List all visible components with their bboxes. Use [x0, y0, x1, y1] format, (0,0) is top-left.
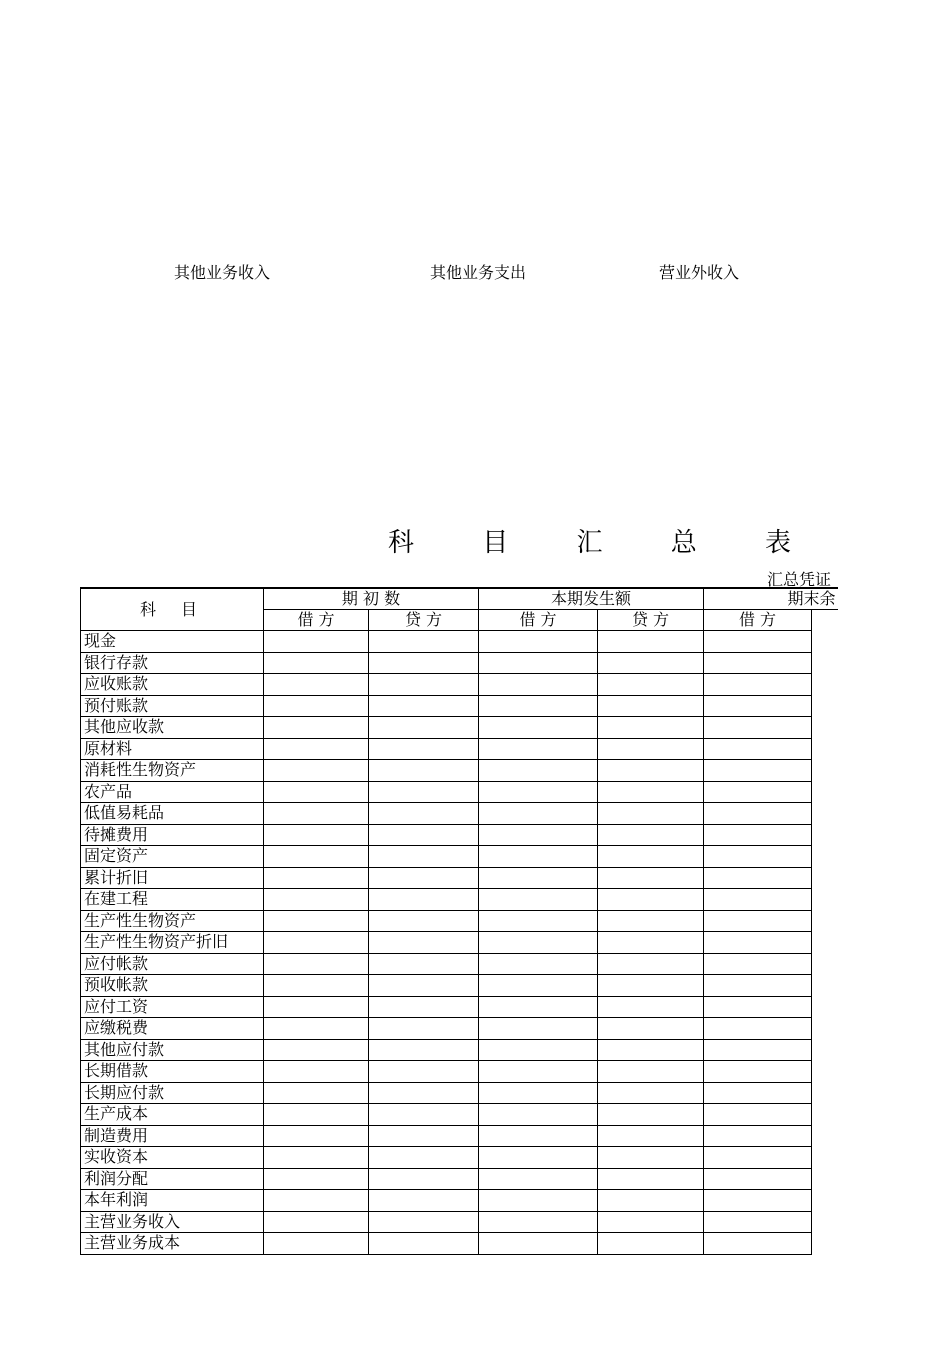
row-subject: 固定资产: [81, 846, 264, 868]
row-spacer: [812, 975, 838, 997]
current-credit-cell[interactable]: [598, 1211, 704, 1233]
opening-credit-cell[interactable]: [369, 1039, 479, 1061]
closing-debit-cell[interactable]: [704, 1061, 812, 1083]
opening-credit-cell[interactable]: [369, 1125, 479, 1147]
row-spacer: [812, 695, 838, 717]
opening-credit-cell[interactable]: [369, 846, 479, 868]
opening-credit-cell[interactable]: [369, 1082, 479, 1104]
current-credit-cell[interactable]: [598, 889, 704, 911]
current-debit-cell[interactable]: [479, 674, 598, 696]
closing-debit-cell[interactable]: [704, 1190, 812, 1212]
current-credit-cell[interactable]: [598, 953, 704, 975]
opening-credit-cell[interactable]: [369, 1147, 479, 1169]
header-opening-balance: 期 初 数: [264, 588, 479, 610]
current-credit-cell[interactable]: [598, 1018, 704, 1040]
current-credit-cell[interactable]: [598, 824, 704, 846]
opening-credit-cell[interactable]: [369, 1061, 479, 1083]
table-row: [81, 781, 838, 803]
opening-debit-cell[interactable]: [264, 695, 369, 717]
opening-credit-cell[interactable]: [369, 1104, 479, 1126]
header-closing-debit: 借 方: [704, 610, 812, 631]
opening-credit-cell[interactable]: [369, 652, 479, 674]
opening-credit-cell[interactable]: [369, 867, 479, 889]
current-debit-cell[interactable]: [479, 631, 598, 653]
row-subject: 应收账款: [81, 674, 264, 696]
table-body: [81, 631, 838, 1255]
row-spacer: [812, 932, 838, 954]
row-spacer: [812, 781, 838, 803]
opening-credit-cell[interactable]: [369, 631, 479, 653]
closing-debit-cell[interactable]: [704, 932, 812, 954]
current-credit-cell[interactable]: [598, 1147, 704, 1169]
row-subject: 本年利润: [81, 1190, 264, 1212]
table-row: [81, 803, 838, 825]
current-credit-cell[interactable]: [598, 1104, 704, 1126]
row-subject: 生产性生物资产折旧: [81, 932, 264, 954]
closing-debit-cell[interactable]: [704, 738, 812, 760]
current-debit-cell[interactable]: [479, 1125, 598, 1147]
current-debit-cell[interactable]: [479, 846, 598, 868]
header-closing-balance: 期末余: [704, 588, 838, 610]
opening-credit-cell[interactable]: [369, 738, 479, 760]
closing-debit-cell[interactable]: [704, 631, 812, 653]
header-opening-debit: 借 方: [264, 610, 369, 631]
current-credit-cell[interactable]: [598, 1125, 704, 1147]
closing-debit-cell[interactable]: [704, 1125, 812, 1147]
table-row: [81, 738, 838, 760]
current-debit-cell[interactable]: [479, 717, 598, 739]
current-debit-cell[interactable]: [479, 953, 598, 975]
closing-debit-cell[interactable]: [704, 1104, 812, 1126]
row-subject: 长期应付款: [81, 1082, 264, 1104]
opening-credit-cell[interactable]: [369, 1190, 479, 1212]
label-other-business-income: 其他业务收入: [174, 263, 271, 282]
table-row: [81, 824, 838, 846]
row-spacer: [812, 1190, 838, 1212]
opening-debit-cell[interactable]: [264, 953, 369, 975]
row-subject: 低值易耗品: [81, 803, 264, 825]
opening-debit-cell[interactable]: [264, 803, 369, 825]
current-debit-cell[interactable]: [479, 652, 598, 674]
row-spacer: [812, 1233, 838, 1255]
opening-debit-cell[interactable]: [264, 889, 369, 911]
table-row: [81, 695, 838, 717]
current-credit-cell[interactable]: [598, 781, 704, 803]
table-row: [81, 910, 838, 932]
row-spacer: [812, 1082, 838, 1104]
closing-debit-cell[interactable]: [704, 953, 812, 975]
table-row: [81, 1082, 838, 1104]
opening-credit-cell[interactable]: [369, 674, 479, 696]
closing-debit-cell[interactable]: [704, 996, 812, 1018]
current-debit-cell[interactable]: [479, 1168, 598, 1190]
closing-debit-cell[interactable]: [704, 824, 812, 846]
current-credit-cell[interactable]: [598, 846, 704, 868]
voucher-label: 汇总凭证: [767, 570, 832, 589]
closing-debit-cell[interactable]: [704, 652, 812, 674]
table-row: [81, 652, 838, 674]
row-spacer: [812, 996, 838, 1018]
opening-debit-cell[interactable]: [264, 1039, 369, 1061]
opening-credit-cell[interactable]: [369, 695, 479, 717]
current-debit-cell[interactable]: [479, 1061, 598, 1083]
opening-debit-cell[interactable]: [264, 867, 369, 889]
opening-credit-cell[interactable]: [369, 910, 479, 932]
current-debit-cell[interactable]: [479, 781, 598, 803]
table-row: [81, 1039, 838, 1061]
opening-debit-cell[interactable]: [264, 674, 369, 696]
row-spacer: [812, 1125, 838, 1147]
table-row: [81, 846, 838, 868]
row-spacer: [812, 867, 838, 889]
table-row: [81, 1147, 838, 1169]
row-subject: 应付帐款: [81, 953, 264, 975]
closing-debit-cell[interactable]: [704, 1168, 812, 1190]
opening-credit-cell[interactable]: [369, 1018, 479, 1040]
table-row: [81, 1211, 838, 1233]
current-credit-cell[interactable]: [598, 803, 704, 825]
row-spacer: [812, 1039, 838, 1061]
opening-credit-cell[interactable]: [369, 932, 479, 954]
header-spacer: [812, 610, 838, 631]
closing-debit-cell[interactable]: [704, 910, 812, 932]
table-row: [81, 631, 838, 653]
row-subject: 预收帐款: [81, 975, 264, 997]
table-row: [81, 975, 838, 997]
opening-credit-cell[interactable]: [369, 717, 479, 739]
row-subject: 其他应付款: [81, 1039, 264, 1061]
closing-debit-cell[interactable]: [704, 695, 812, 717]
opening-debit-cell[interactable]: [264, 717, 369, 739]
current-credit-cell[interactable]: [598, 1082, 704, 1104]
row-spacer: [812, 652, 838, 674]
current-debit-cell[interactable]: [479, 867, 598, 889]
opening-debit-cell[interactable]: [264, 781, 369, 803]
opening-debit-cell[interactable]: [264, 1190, 369, 1212]
label-non-operating-income: 营业外收入: [659, 263, 740, 282]
current-credit-cell[interactable]: [598, 695, 704, 717]
current-debit-cell[interactable]: [479, 1082, 598, 1104]
current-debit-cell[interactable]: [479, 824, 598, 846]
header-current-credit: 贷 方: [598, 610, 704, 631]
opening-debit-cell[interactable]: [264, 910, 369, 932]
closing-debit-cell[interactable]: [704, 867, 812, 889]
row-spacer: [812, 1168, 838, 1190]
current-debit-cell[interactable]: [479, 975, 598, 997]
table-row: [81, 760, 838, 782]
row-subject: 生产性生物资产: [81, 910, 264, 932]
opening-credit-cell[interactable]: [369, 803, 479, 825]
row-spacer: [812, 824, 838, 846]
table-row: [81, 932, 838, 954]
current-credit-cell[interactable]: [598, 652, 704, 674]
current-debit-cell[interactable]: [479, 1233, 598, 1255]
closing-debit-cell[interactable]: [704, 674, 812, 696]
opening-debit-cell[interactable]: [264, 932, 369, 954]
table-row: [81, 717, 838, 739]
opening-debit-cell[interactable]: [264, 760, 369, 782]
current-credit-cell[interactable]: [598, 760, 704, 782]
header-opening-credit: 贷 方: [369, 610, 479, 631]
header-current-period: 本期发生额: [479, 588, 704, 610]
opening-credit-cell[interactable]: [369, 953, 479, 975]
opening-credit-cell[interactable]: [369, 1168, 479, 1190]
closing-debit-cell[interactable]: [704, 1233, 812, 1255]
current-credit-cell[interactable]: [598, 910, 704, 932]
label-other-business-expense: 其他业务支出: [430, 263, 527, 282]
row-spacer: [812, 1018, 838, 1040]
closing-debit-cell[interactable]: [704, 846, 812, 868]
closing-debit-cell[interactable]: [704, 1147, 812, 1169]
closing-debit-cell[interactable]: [704, 803, 812, 825]
row-spacer: [812, 1211, 838, 1233]
opening-debit-cell[interactable]: [264, 738, 369, 760]
table-row: [81, 1233, 838, 1255]
current-debit-cell[interactable]: [479, 760, 598, 782]
row-subject: 主营业务成本: [81, 1233, 264, 1255]
opening-debit-cell[interactable]: [264, 652, 369, 674]
table-row: [81, 889, 838, 911]
current-credit-cell[interactable]: [598, 1190, 704, 1212]
current-debit-cell[interactable]: [479, 803, 598, 825]
opening-credit-cell[interactable]: [369, 889, 479, 911]
current-debit-cell[interactable]: [479, 1039, 598, 1061]
current-credit-cell[interactable]: [598, 1061, 704, 1083]
current-credit-cell[interactable]: [598, 867, 704, 889]
page-title: 科 目 汇 总 表: [388, 528, 822, 558]
table-row: [81, 1125, 838, 1147]
closing-debit-cell[interactable]: [704, 1018, 812, 1040]
current-credit-cell[interactable]: [598, 1233, 704, 1255]
opening-debit-cell[interactable]: [264, 1147, 369, 1169]
closing-debit-cell[interactable]: [704, 889, 812, 911]
row-subject: 原材料: [81, 738, 264, 760]
opening-debit-cell[interactable]: [264, 1233, 369, 1255]
table-row: [81, 1168, 838, 1190]
row-spacer: [812, 717, 838, 739]
row-spacer: [812, 1147, 838, 1169]
opening-debit-cell[interactable]: [264, 996, 369, 1018]
current-credit-cell[interactable]: [598, 1168, 704, 1190]
row-subject: 累计折旧: [81, 867, 264, 889]
table-row: [81, 1104, 838, 1126]
summary-table: [80, 587, 838, 1255]
closing-debit-cell[interactable]: [704, 717, 812, 739]
table-row: [81, 674, 838, 696]
current-debit-cell[interactable]: [479, 889, 598, 911]
opening-credit-cell[interactable]: [369, 1233, 479, 1255]
closing-debit-cell[interactable]: [704, 1039, 812, 1061]
row-spacer: [812, 889, 838, 911]
row-spacer: [812, 953, 838, 975]
row-spacer: [812, 1104, 838, 1126]
table-row: [81, 1018, 838, 1040]
current-credit-cell[interactable]: [598, 717, 704, 739]
table-row: [81, 996, 838, 1018]
row-subject: 实收资本: [81, 1147, 264, 1169]
closing-debit-cell[interactable]: [704, 975, 812, 997]
opening-credit-cell[interactable]: [369, 975, 479, 997]
row-subject: 待摊费用: [81, 824, 264, 846]
table-row: [81, 867, 838, 889]
current-credit-cell[interactable]: [598, 738, 704, 760]
row-spacer: [812, 631, 838, 653]
opening-credit-cell[interactable]: [369, 781, 479, 803]
opening-debit-cell[interactable]: [264, 975, 369, 997]
opening-debit-cell[interactable]: [264, 1061, 369, 1083]
row-spacer: [812, 803, 838, 825]
row-spacer: [812, 910, 838, 932]
opening-debit-cell[interactable]: [264, 846, 369, 868]
row-subject: 消耗性生物资产: [81, 760, 264, 782]
closing-debit-cell[interactable]: [704, 1211, 812, 1233]
opening-credit-cell[interactable]: [369, 1211, 479, 1233]
current-debit-cell[interactable]: [479, 1211, 598, 1233]
current-debit-cell[interactable]: [479, 1190, 598, 1212]
row-spacer: [812, 674, 838, 696]
row-spacer: [812, 738, 838, 760]
table-row: [81, 1061, 838, 1083]
current-debit-cell[interactable]: [479, 996, 598, 1018]
opening-debit-cell[interactable]: [264, 1125, 369, 1147]
opening-credit-cell[interactable]: [369, 760, 479, 782]
row-subject: 在建工程: [81, 889, 264, 911]
opening-debit-cell[interactable]: [264, 1018, 369, 1040]
header-subject: 科 目: [81, 588, 264, 631]
current-debit-cell[interactable]: [479, 1104, 598, 1126]
current-debit-cell[interactable]: [479, 1018, 598, 1040]
closing-debit-cell[interactable]: [704, 781, 812, 803]
row-subject: 银行存款: [81, 652, 264, 674]
current-debit-cell[interactable]: [479, 1147, 598, 1169]
table-row: [81, 953, 838, 975]
row-subject: 其他应收款: [81, 717, 264, 739]
row-subject: 生产成本: [81, 1104, 264, 1126]
current-debit-cell[interactable]: [479, 738, 598, 760]
row-subject: 制造费用: [81, 1125, 264, 1147]
current-credit-cell[interactable]: [598, 674, 704, 696]
header-current-debit: 借 方: [479, 610, 598, 631]
closing-debit-cell[interactable]: [704, 760, 812, 782]
opening-credit-cell[interactable]: [369, 824, 479, 846]
row-subject: 应付工资: [81, 996, 264, 1018]
table-row: [81, 1190, 838, 1212]
row-subject: 预付账款: [81, 695, 264, 717]
current-credit-cell[interactable]: [598, 996, 704, 1018]
current-credit-cell[interactable]: [598, 932, 704, 954]
opening-debit-cell[interactable]: [264, 631, 369, 653]
row-subject: 长期借款: [81, 1061, 264, 1083]
current-debit-cell[interactable]: [479, 910, 598, 932]
opening-debit-cell[interactable]: [264, 824, 369, 846]
row-subject: 利润分配: [81, 1168, 264, 1190]
row-subject: 主营业务收入: [81, 1211, 264, 1233]
current-credit-cell[interactable]: [598, 975, 704, 997]
row-spacer: [812, 760, 838, 782]
current-debit-cell[interactable]: [479, 932, 598, 954]
current-debit-cell[interactable]: [479, 695, 598, 717]
opening-credit-cell[interactable]: [369, 996, 479, 1018]
opening-debit-cell[interactable]: [264, 1082, 369, 1104]
opening-debit-cell[interactable]: [264, 1211, 369, 1233]
current-credit-cell[interactable]: [598, 1039, 704, 1061]
opening-debit-cell[interactable]: [264, 1104, 369, 1126]
summary-table-container: [80, 587, 838, 1255]
row-spacer: [812, 846, 838, 868]
opening-debit-cell[interactable]: [264, 1168, 369, 1190]
row-subject: 农产品: [81, 781, 264, 803]
row-spacer: [812, 1061, 838, 1083]
row-subject: 应缴税费: [81, 1018, 264, 1040]
current-credit-cell[interactable]: [598, 631, 704, 653]
closing-debit-cell[interactable]: [704, 1082, 812, 1104]
row-subject: 现金: [81, 631, 264, 653]
